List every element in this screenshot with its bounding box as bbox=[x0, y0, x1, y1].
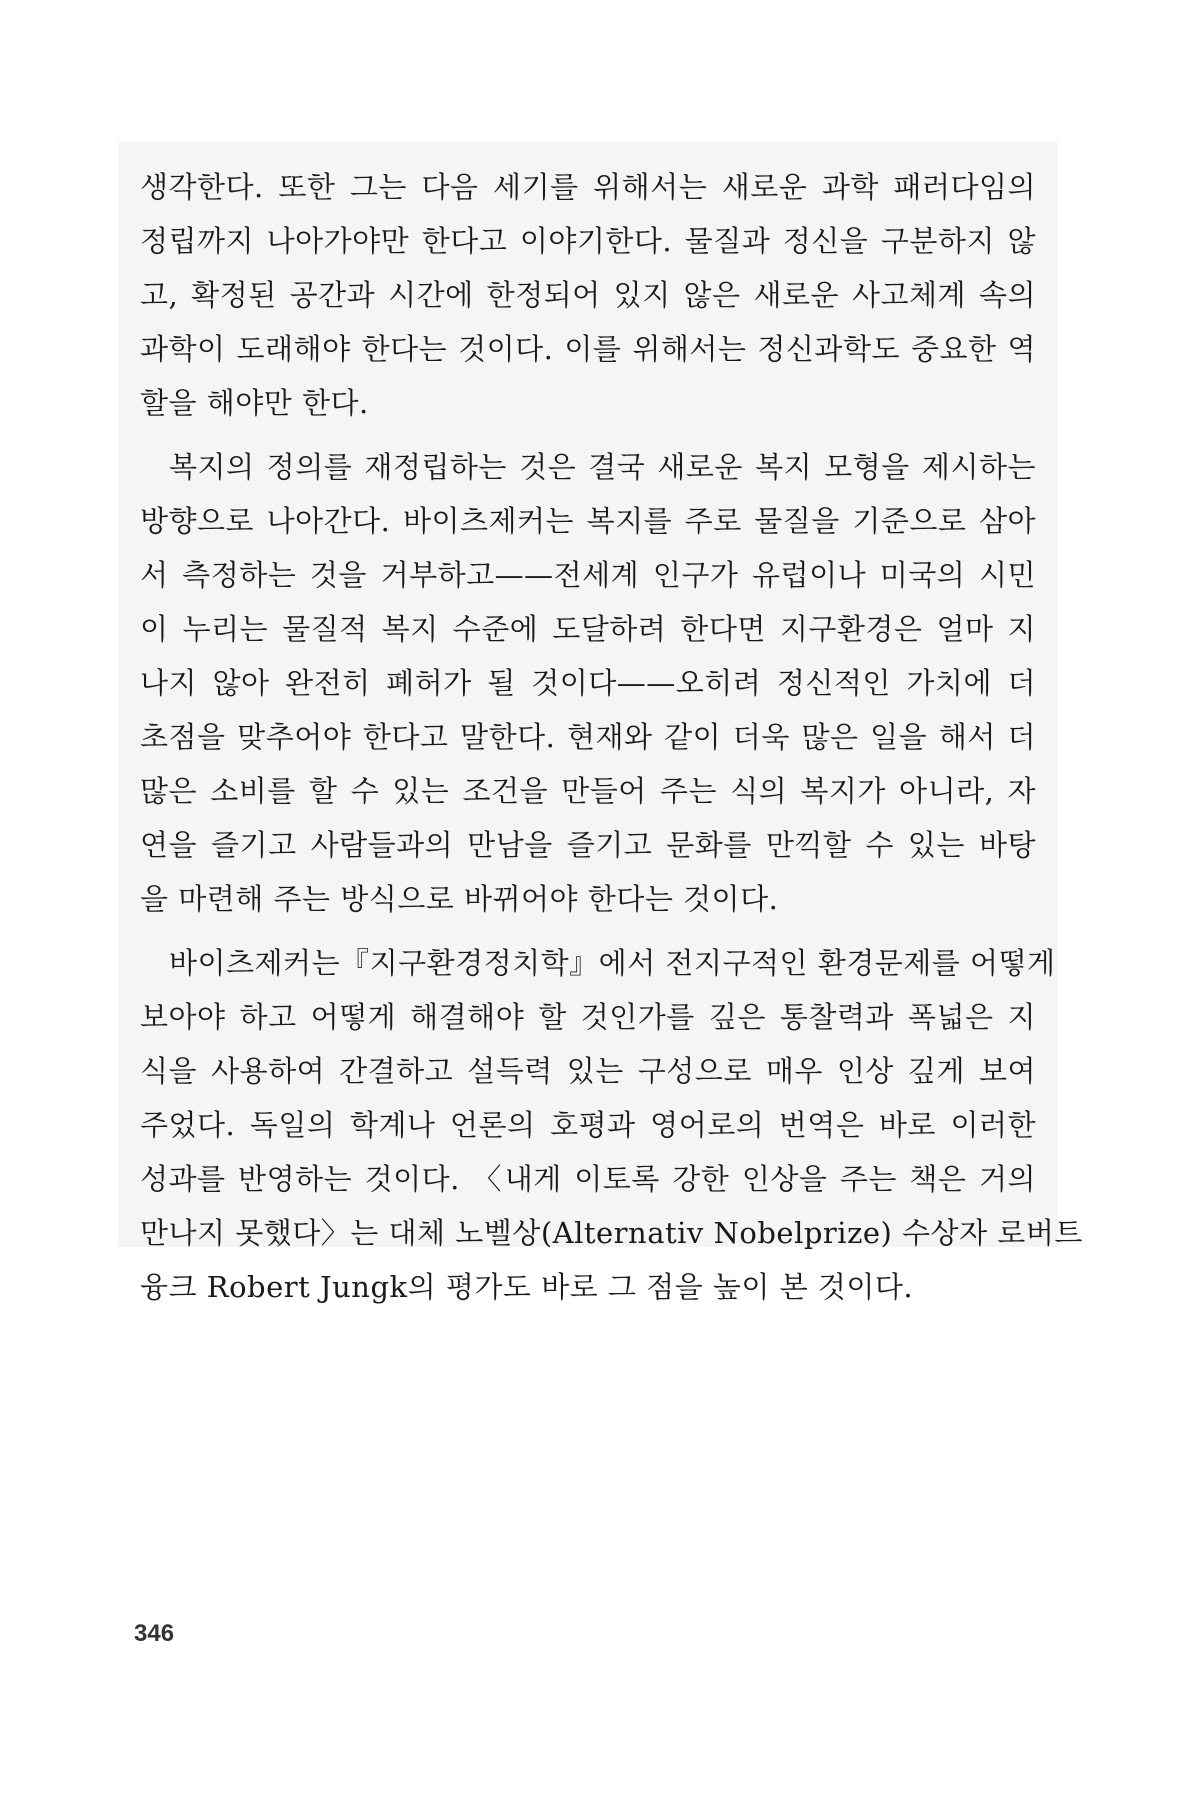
text-line: 방향으로 나아간다. 바이츠제커는 복지를 주로 물질을 기준으로 삼아 bbox=[140, 504, 1036, 538]
text-line: 만나지 못했다〉는 대체 노벨상(Alternativ Nobelprize) 수상자 로버트 bbox=[140, 1216, 1083, 1250]
text-line: 많은 소비를 할 수 있는 조건을 만들어 주는 식의 복지가 아니라, 자 bbox=[140, 774, 1036, 808]
text-line: 고, 확정된 공간과 시간에 한정되어 있지 않은 새로운 사고체계 속의 bbox=[140, 278, 1036, 312]
text-line: 정립까지 나아가야만 한다고 이야기한다. 물질과 정신을 구분하지 않 bbox=[140, 224, 1036, 258]
body-text bbox=[118, 142, 1083, 1304]
text-line: 생각한다. 또한 그는 다음 세기를 위해서는 새로운 과학 패러다임의 bbox=[140, 170, 1036, 204]
text-line: 보아야 하고 어떻게 해결해야 할 것인가를 깊은 통찰력과 폭넓은 지 bbox=[140, 1000, 1036, 1034]
text-line: 복지의 정의를 재정립하는 것은 결국 새로운 복지 모형을 제시하는 bbox=[169, 450, 1036, 484]
text-line: 과학이 도래해야 한다는 것이다. 이를 위해서는 정신과학도 중요한 역 bbox=[140, 332, 1036, 366]
text-line: 연을 즐기고 사람들과의 만남을 즐기고 문화를 만끽할 수 있는 바탕 bbox=[140, 828, 1036, 862]
text-line: 서 측정하는 것을 거부하고——전세계 인구가 유럽이나 미국의 시민 bbox=[140, 558, 1036, 592]
text-line: 식을 사용하여 간결하고 설득력 있는 구성으로 매우 인상 깊게 보여 bbox=[140, 1054, 1036, 1088]
paragraph-2 bbox=[140, 440, 1036, 926]
text-line: 성과를 반영하는 것이다. 〈내게 이토록 강한 인상을 주는 책은 거의 bbox=[140, 1162, 1036, 1196]
paragraph-1 bbox=[140, 160, 1036, 430]
text-line: 할을 해야만 한다. bbox=[140, 386, 369, 420]
text-line: 융크 Robert Jungk의 평가도 바로 그 점을 높이 본 것이다. bbox=[140, 1270, 914, 1304]
text-line: 나지 않아 완전히 폐허가 될 것이다——오히려 정신적인 가치에 더 bbox=[140, 666, 1036, 700]
text-line: 바이츠제커는『지구환경정치학』에서 전지구적인 환경문제를 어떻게 bbox=[169, 946, 1056, 980]
text-line: 이 누리는 물질적 복지 수준에 도달하려 한다면 지구환경은 얼마 지 bbox=[140, 612, 1036, 646]
text-line: 을 마련해 주는 방식으로 바뀌어야 한다는 것이다. bbox=[140, 882, 779, 916]
text-line: 주었다. 독일의 학계나 언론의 호평과 영어로의 번역은 바로 이러한 bbox=[140, 1108, 1036, 1142]
paragraph-3 bbox=[140, 936, 1083, 1314]
page-number: 346 bbox=[134, 1620, 175, 1647]
text-line: 초점을 맞추어야 한다고 말한다. 현재와 같이 더욱 많은 일을 해서 더 bbox=[140, 720, 1036, 754]
